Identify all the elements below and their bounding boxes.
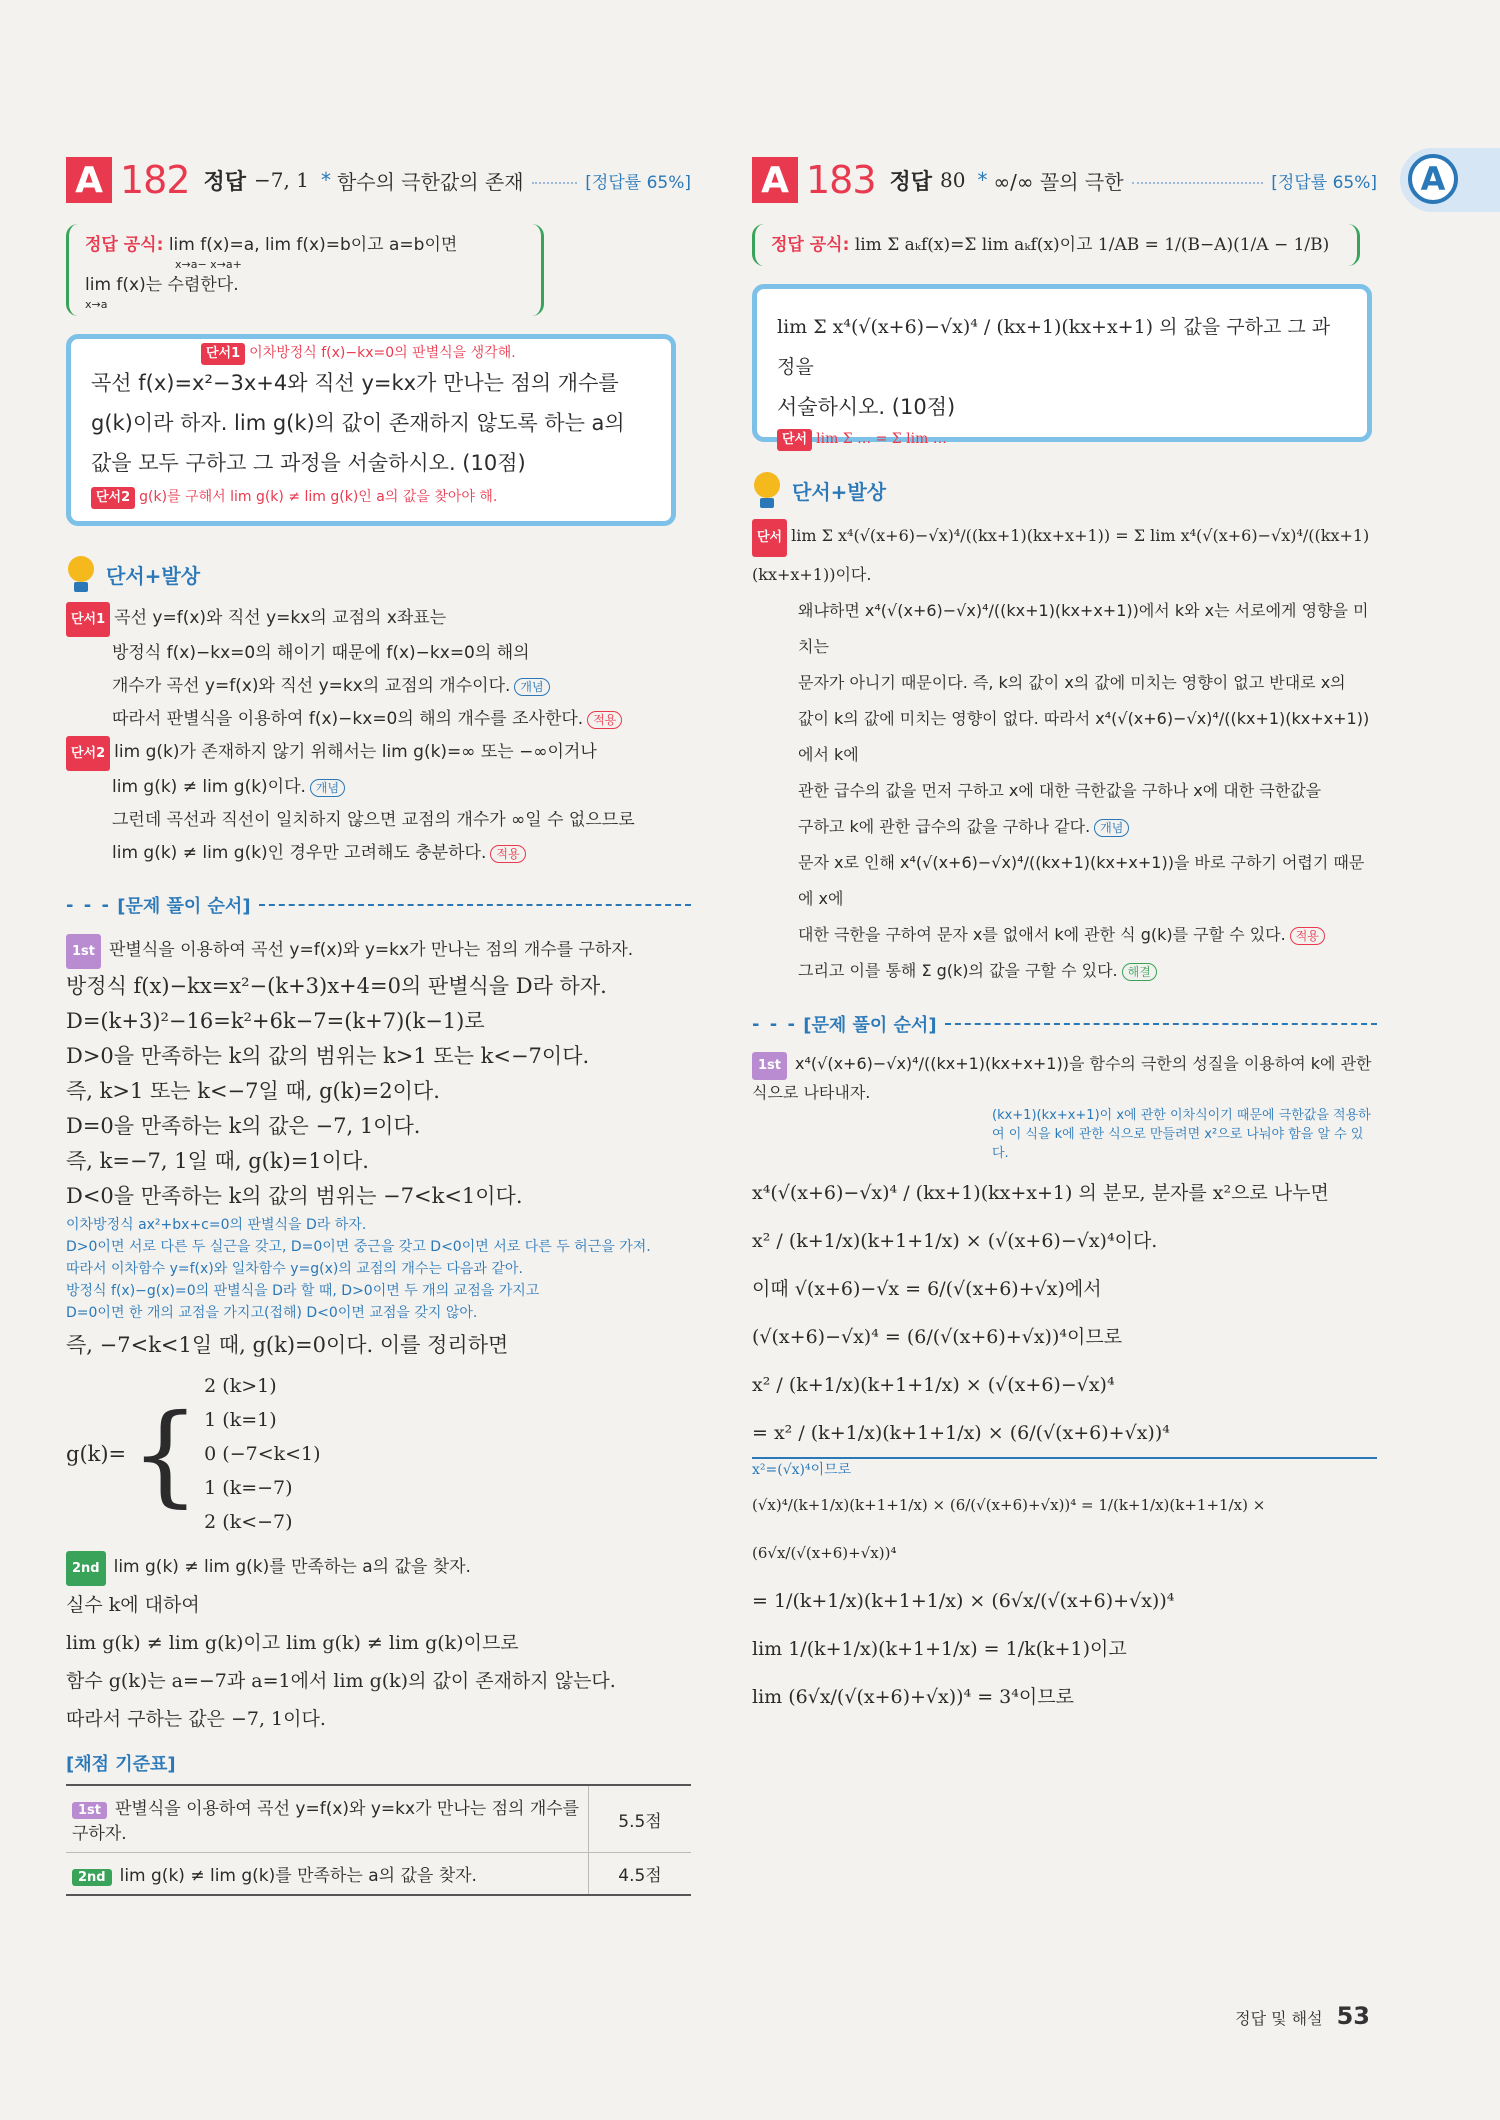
topic: 함수의 극한값의 존재 <box>336 169 524 194</box>
note-line: 따라서 이차함수 y=f(x)와 일차함수 y=g(x)의 교점의 개수는 다음과 같아. <box>66 1261 523 1277</box>
case: 2 (k<−7) <box>204 1511 293 1533</box>
problem-line-1: 곡선 f(x)=x²−3x+4와 직선 y=kx가 만나는 점의 개수를 <box>91 371 619 395</box>
clue-2-line: lim g(k) ≠ lim g(k)인 경우만 고려해도 충분하다. <box>112 843 487 863</box>
formula-line-1: lim f(x)=a, lim f(x)=b이고 a=b이면 <box>168 235 458 255</box>
clue-line: 왜냐하면 x⁴(√(x+6)−√x)⁴/((kx+1)(kx+x+1))에서 k와 x는 서로에게 영향을 미치는 <box>798 601 1369 656</box>
math-line: D=(k+3)²−16=k²+6k−7=(k+7)(k−1)로 <box>66 1009 485 1033</box>
clue-line: 문자가 아니기 때문이다. 즉, k의 값이 x의 값에 미치는 영향이 없고 반대로 x의 <box>798 673 1346 692</box>
problem-number: 183 <box>806 158 876 202</box>
clue-1-line: 따라서 판별식을 이용하여 f(x)−kx=0의 해의 개수를 조사한다. <box>112 709 584 729</box>
hint-1 <box>201 343 516 365</box>
grading-title: [채점 기준표] <box>66 1754 176 1775</box>
math-line: lim g(k) ≠ lim g(k)이고 lim g(k) ≠ lim g(k)이므로 <box>66 1632 519 1654</box>
step-2-title: lim g(k) ≠ lim g(k)를 만족하는 a의 값을 찾자. <box>113 1557 471 1577</box>
topic: ∞/∞ 꼴의 극한 <box>993 169 1124 194</box>
note-line: 이차방정식 ax²+bx+c=0의 판별식을 D라 하자. <box>66 1217 367 1233</box>
hint-2-tag: 단서2 <box>91 487 135 509</box>
math-line: 방정식 f(x)−kx=x²−(k+3)x+4=0의 판별식을 D라 하자. <box>66 974 607 998</box>
clue-2-tag: 단서2 <box>66 736 110 771</box>
note-line: D>0이면 서로 다른 두 실근을 갖고, D=0이면 중근을 갖고 D<0이면 서로 다른 두 허근을 가져. <box>66 1239 651 1255</box>
grading-row <box>66 1785 691 1853</box>
clue-line: 문자 x로 인해 x⁴(√(x+6)−√x)⁴/((kx+1)(kx+x+1))을 바로 구하기 어렵기 때문에 x에 <box>798 853 1365 908</box>
math-note: x²=(√x)⁴이므로 <box>752 1462 852 1478</box>
steps-title: [문제 풀이 순서] <box>117 896 251 917</box>
lightbulb-icon <box>752 472 782 508</box>
formula-box <box>752 224 1360 266</box>
clue-2-line: lim g(k) ≠ lim g(k)이다. <box>112 777 306 797</box>
math-line: 따라서 구하는 값은 −7, 1이다. <box>66 1708 326 1730</box>
clue-tag: 단서 <box>752 519 787 557</box>
step-1 <box>752 1051 1377 1106</box>
clue-line: 구하고 k에 관한 급수의 값을 구하나 같다. <box>798 817 1091 836</box>
step-1-note: (kx+1)(kx+x+1)이 x에 관한 이차식이기 때문에 극한값을 적용하여 이 식을 k에 관한 식으로 만들려면 x²으로 나눠야 함을 알 수 있다. <box>992 1108 1371 1161</box>
answer-label: 정답 <box>889 169 933 195</box>
section-title <box>752 472 1377 508</box>
lightbulb-icon <box>66 556 96 592</box>
piecewise-function <box>66 1369 691 1539</box>
math-line: = 1/(k+1/x)(k+1+1/x) × (6√x/(√(x+6)+√x))⁴ <box>752 1590 1175 1612</box>
problem-box <box>752 284 1372 447</box>
math-line: x² / (k+1/x)(k+1+1/x) × (√(x+6)−√x)⁴ <box>752 1374 1115 1396</box>
hint-2 <box>91 487 651 509</box>
step-1-tag: 1st <box>752 1052 787 1080</box>
step-1-title: 판별식을 이용하여 곡선 y=f(x)와 y=kx가 만나는 점의 개수를 구하자. <box>109 940 634 960</box>
clue-line: 값이 k의 값에 미치는 영향이 없다. 따라서 x⁴(√(x+6)−√x)⁴/((kx+1)(kx+x+1))에서 k에 <box>798 709 1370 764</box>
solution-math <box>752 1169 1377 1721</box>
clue-line: lim Σ x⁴(√(x+6)−√x)⁴/((kx+1)(kx+x+1)) = Σ lim x⁴(√(x+6)−√x)⁴/((kx+1)(kx+x+1))이다. <box>752 526 1370 584</box>
formula-line-2-sub: x→a <box>85 298 108 311</box>
hint-2-text: g(k)를 구해서 lim g(k) ≠ lim g(k)인 a의 값을 찾아야 해. <box>139 489 498 505</box>
math-line: D=0을 만족하는 k의 값은 −7, 1이다. <box>66 1114 421 1138</box>
solution-steps-header: - - - [문제 풀이 순서] <box>752 1011 1377 1037</box>
step-2 <box>66 1551 691 1586</box>
discriminant-note <box>66 1214 691 1324</box>
problem-header <box>66 150 691 210</box>
step-2-math <box>66 1586 691 1738</box>
math-line: D<0을 만족하는 k의 값의 범위는 −7<k<1이다. <box>66 1184 523 1208</box>
math-line: lim 1/(k+1/x)(k+1+1/x) = 1/k(k+1)이고 <box>752 1638 1127 1660</box>
clue <box>752 518 1377 989</box>
problem-183 <box>752 150 1377 1721</box>
grading-desc: lim g(k) ≠ lim g(k)를 만족하는 a의 값을 찾자. <box>119 1866 477 1886</box>
formula: lim Σ aₖf(x)=Σ lim aₖf(x)이고 1/AB = 1/(B−A)(1/A − 1/B) <box>854 235 1330 255</box>
math-line: lim (6√x/(√(x+6)+√x))⁴ = 3⁴이므로 <box>752 1686 1074 1708</box>
answer-value: −7, 1 <box>254 168 309 192</box>
page-footer <box>1235 2002 1370 2030</box>
apply-badge: 적용 <box>587 711 622 729</box>
summary-line: 즉, −7<k<1일 때, g(k)=0이다. 이를 정리하면 <box>66 1333 509 1357</box>
math-line: 함수 g(k)는 a=−7과 a=1에서 lim g(k)의 값이 존재하지 않는다. <box>66 1670 616 1692</box>
concept-badge: 개념 <box>310 779 345 797</box>
note-line: 방정식 f(x)−g(x)=0의 판별식을 D라 할 때, D>0이면 두 개의 교점을 가지고 <box>66 1283 540 1299</box>
case: 2 (k>1) <box>204 1375 277 1397</box>
dot-leader <box>1132 172 1264 184</box>
math-line: 즉, k>1 또는 k<−7일 때, g(k)=2이다. <box>66 1079 440 1103</box>
problem-line-2: 서술하시오. (10점) <box>777 395 956 419</box>
problem-line-2: g(k)이라 하자. lim g(k)의 값이 존재하지 않도록 하는 a의 <box>91 411 625 435</box>
clue-1-tag: 단서1 <box>66 602 110 637</box>
grading-table <box>66 1784 691 1896</box>
star-icon: * <box>320 168 331 192</box>
problem-line-3: 값을 모두 구하고 그 과정을 서술하시오. (10점) <box>91 451 526 475</box>
apply-badge: 적용 <box>1290 927 1325 945</box>
difficulty-badge: A <box>752 157 798 203</box>
hint <box>777 429 1347 451</box>
step-2-tag: 2nd <box>66 1551 106 1586</box>
answer-value: 80 <box>940 168 966 192</box>
answer-label: 정답 <box>203 169 247 195</box>
formula-label: 정답 공식: <box>85 235 164 255</box>
brace: { <box>130 1390 201 1518</box>
clue-2-line: lim g(k)가 존재하지 않기 위해서는 lim g(k)=∞ 또는 −∞이거나 <box>114 742 597 762</box>
math-line: x² / (k+1/x)(k+1+1/x) × (√(x+6)−√x)⁴이다. <box>752 1230 1158 1252</box>
footer-label: 정답 및 해설 <box>1235 2009 1323 2028</box>
case: 1 (k=1) <box>204 1409 277 1431</box>
section-title-text: 단서+발상 <box>792 479 887 504</box>
grading-tag: 1st <box>72 1802 107 1819</box>
grading-desc: 판별식을 이용하여 곡선 y=f(x)와 y=kx가 만나는 점의 개수를 구하자. <box>72 1799 580 1844</box>
formula-line-2: lim f(x)는 수렴한다. <box>85 275 239 295</box>
problem-182 <box>66 150 691 1896</box>
grading-points: 5.5점 <box>589 1785 692 1853</box>
clue-1-line: 개수가 곡선 y=f(x)와 직선 y=kx의 교점의 개수이다. <box>112 676 511 696</box>
concept-badge: 개념 <box>1094 819 1129 837</box>
math-line: (√(x+6)−√x)⁴ = (6/(√(x+6)+√x))⁴이므로 <box>752 1326 1123 1348</box>
step-1 <box>66 934 691 969</box>
clue-line: 대한 극한을 구하여 문자 x를 없애서 k에 관한 식 g(k)를 구할 수 있다. <box>798 925 1286 944</box>
clue-line: 관한 급수의 값을 먼저 구하고 x에 대한 극한값을 구하나 x에 대한 극한값을 <box>798 781 1322 800</box>
clue-1 <box>66 602 691 736</box>
concept-badge: 개념 <box>514 678 549 696</box>
math-line: = x² / (k+1/x)(k+1+1/x) × (6/(√(x+6)+√x))⁴ <box>752 1409 1377 1459</box>
correct-rate: [정답률 65%] <box>585 172 691 193</box>
clue-1-line: 곡선 y=f(x)와 직선 y=kx의 교점의 x좌표는 <box>114 608 447 628</box>
section-title <box>66 556 691 592</box>
formula-label: 정답 공식: <box>771 235 850 255</box>
step-1-tag: 1st <box>66 934 101 969</box>
difficulty-badge: A <box>66 157 112 203</box>
solve-badge: 해결 <box>1122 963 1157 981</box>
section-title-text: 단서+발상 <box>106 563 201 588</box>
step-1-title: x⁴(√(x+6)−√x)⁴/((kx+1)(kx+x+1))을 함수의 극한의 성질을 이용하여 k에 관한 식으로 나타내자. <box>752 1054 1372 1102</box>
hint-1-tag: 단서1 <box>201 343 245 365</box>
solution-math <box>66 969 691 1214</box>
math-line: 이때 √(x+6)−√x = 6/(√(x+6)+√x)에서 <box>752 1278 1102 1300</box>
grading-row <box>66 1853 691 1896</box>
problem-header <box>752 150 1377 210</box>
dot-leader <box>532 172 578 184</box>
clue-2 <box>66 736 691 870</box>
case: 1 (k=−7) <box>204 1477 293 1499</box>
hint-text: lim Σ … = Σ lim … <box>816 431 947 447</box>
chapter-tab <box>1400 148 1500 212</box>
clue-2-line: 그런데 곡선과 직선이 일치하지 않으면 교점의 개수가 ∞일 수 없으므로 <box>112 810 635 830</box>
math-line: D>0을 만족하는 k의 값의 범위는 k>1 또는 k<−7이다. <box>66 1044 590 1068</box>
apply-badge: 적용 <box>490 845 525 863</box>
chapter-letter: A <box>1408 154 1458 204</box>
math-line: 즉, k=−7, 1일 때, g(k)=1이다. <box>66 1149 369 1173</box>
grading-tag: 2nd <box>72 1869 112 1886</box>
clue-1-line: 방정식 f(x)−kx=0의 해이기 때문에 f(x)−kx=0의 해의 <box>112 643 530 663</box>
star-icon: * <box>977 168 988 192</box>
case: 0 (−7<k<1) <box>204 1443 321 1465</box>
math-line: x⁴(√(x+6)−√x)⁴ / (kx+1)(kx+x+1) 의 분모, 분자를 x²으로 나누면 <box>752 1182 1329 1204</box>
page-number: 53 <box>1336 2002 1370 2030</box>
problem-box <box>66 334 676 526</box>
hint-1-text: 이차방정식 f(x)−kx=0의 판별식을 생각해. <box>249 345 516 361</box>
solution-steps-header: - - - [문제 풀이 순서] <box>66 892 691 918</box>
math-line: (√x)⁴/(k+1/x)(k+1+1/x) × (6/(√(x+6)+√x))⁴ = 1/(k+1/x)(k+1+1/x) × (6√x/(√(x+6)+√x))⁴ <box>752 1496 1266 1562</box>
problem-line-1: lim Σ x⁴(√(x+6)−√x)⁴ / (kx+1)(kx+x+1) 의 값을 구하고 그 과정을 <box>777 316 1331 378</box>
math-line: 실수 k에 대하여 <box>66 1594 200 1616</box>
problem-number: 182 <box>120 158 190 202</box>
steps-title: [문제 풀이 순서] <box>803 1015 937 1036</box>
hint-tag: 단서 <box>777 429 812 451</box>
formula-box <box>66 224 544 316</box>
clue-line: 그리고 이를 통해 Σ g(k)의 값을 구할 수 있다. <box>798 961 1118 980</box>
grading-points: 4.5점 <box>589 1853 692 1896</box>
note-line: D=0이면 한 개의 교점을 가지고(접해) D<0이면 교점을 갖지 않아. <box>66 1305 478 1321</box>
gk-label: g(k)= <box>66 1441 127 1466</box>
formula-line-1-sub: x→a− x→a+ <box>175 258 242 271</box>
correct-rate: [정답률 65%] <box>1271 172 1377 193</box>
